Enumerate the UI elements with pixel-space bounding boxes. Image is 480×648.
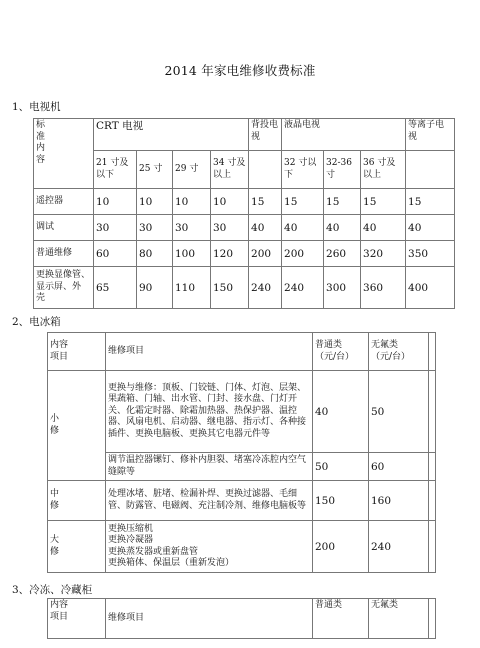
price-cell: 50 [369,371,429,453]
table-row [34,241,455,267]
price-cell: 10 [94,189,137,215]
price-cell: 40 [282,215,324,241]
empty-cell [429,481,436,521]
repair-desc: 更换与维修：顶板、门铰链、门体、灯泡、层架、果蔬箱、门轴、出水管、门封、接水盘、门灯开关、化霜定时器、除霜加热器、热保护器、温控器、风扇电机、启动器、继电器、指示灯、各种接插件、更换电脑板、更换其它电器元件等 [106,371,313,453]
section-heading-freezer: 3、冷冻、冷藏柜 [12,584,93,596]
price-cell: 320 [361,241,406,267]
size-header: 36 寸及 以上 [361,151,406,189]
size-header: 21 寸及 以下 [94,151,137,189]
rear-projection-header: 背投电 视 [249,119,282,151]
fluorine-free-header: 无氟类 （元/台） [369,333,429,371]
size-header: 29 寸 [173,151,211,189]
price-cell: 60 [94,241,137,267]
price-cell: 240 [282,267,324,309]
freezer-price-table [47,598,436,639]
row-label: 更换显像管、 显示屏、外 壳 [34,267,94,309]
empty-cell [406,151,455,189]
tv-price-table [33,118,455,309]
fridge-price-table [47,332,436,573]
price-cell: 10 [173,189,211,215]
price-cell: 80 [137,241,173,267]
size-header: 32 寸以 下 [282,151,324,189]
price-cell: 300 [324,267,361,309]
normal-header: 普通类 [313,599,369,639]
price-cell: 15 [406,189,455,215]
item-header: 维修项目 [106,333,313,371]
section-heading-tv: 1、电视机 [12,101,61,113]
page-title: 2014 年家电维修收费标准 [164,63,316,78]
price-cell: 30 [211,215,249,241]
corner-header: 标 准 内 容 [34,119,94,189]
price-cell: 30 [94,215,137,241]
table-row [48,481,436,521]
repair-desc: 调节温控器镙钉、修补内胆裂、堵塞冷冻腔内空气缝隙等 [106,453,313,481]
normal-header: 普通类 （元/台） [313,333,369,371]
size-header: 32-36 寸 [324,151,361,189]
price-cell: 200 [282,241,324,267]
price-cell: 100 [173,241,211,267]
price-cell: 40 [249,215,282,241]
table-row [34,267,455,309]
price-cell: 200 [313,521,369,573]
price-cell: 150 [313,481,369,521]
table-row [48,521,436,573]
fluorine-free-header: 无氟类 [369,599,429,639]
category-label: 中 修 [48,481,106,521]
price-cell: 30 [137,215,173,241]
lcd-header: 液晶电视 [282,119,406,151]
row-label: 调试 [34,215,94,241]
size-header: 25 寸 [137,151,173,189]
repair-desc: 处理冰堵、脏堵、检漏补焊、更换过滤器、毛细管、防露管、电磁阀、充注制冷剂、维修电脑板等 [106,481,313,521]
empty-cell [429,599,436,639]
content-header: 内容 项目 [48,333,106,371]
price-cell: 40 [361,215,406,241]
price-cell: 260 [324,241,361,267]
price-cell: 160 [369,481,429,521]
price-cell: 200 [249,241,282,267]
price-cell: 60 [369,453,429,481]
price-cell: 10 [211,189,249,215]
price-cell: 40 [406,215,455,241]
table-row [48,453,436,481]
price-cell: 15 [361,189,406,215]
empty-cell [429,453,436,481]
price-cell: 400 [406,267,455,309]
table-row [34,215,455,241]
empty-cell [249,151,282,189]
empty-cell [429,333,436,371]
price-cell: 120 [211,241,249,267]
crt-header: CRT 电视 [94,119,249,151]
price-cell: 240 [369,521,429,573]
price-cell: 50 [313,453,369,481]
price-cell: 150 [211,267,249,309]
empty-cell [429,371,436,453]
price-cell: 30 [173,215,211,241]
size-header: 34 寸及 以上 [211,151,249,189]
price-cell: 10 [137,189,173,215]
price-cell: 110 [173,267,211,309]
price-cell: 90 [137,267,173,309]
empty-cell [429,521,436,573]
price-cell: 40 [313,371,369,453]
price-cell: 65 [94,267,137,309]
table-row [48,371,436,453]
section-heading-fridge: 2、电冰箱 [12,316,61,328]
price-cell: 350 [406,241,455,267]
item-header: 维修项目 [106,599,313,639]
price-cell: 15 [282,189,324,215]
category-label: 大 修 [48,521,106,573]
category-label: 小 修 [48,371,106,481]
price-cell: 15 [249,189,282,215]
price-cell: 40 [324,215,361,241]
plasma-header: 等离子电 视 [406,119,455,151]
price-cell: 240 [249,267,282,309]
table-row [34,189,455,215]
content-header: 内容 项目 [48,599,106,639]
repair-desc: 更换压缩机 更换冷凝器 更换蒸发器或重新盘管 更换箱体、保温层（重新发泡） [106,521,313,573]
price-cell: 15 [324,189,361,215]
row-label: 遥控器 [34,189,94,215]
row-label: 普通维修 [34,241,94,267]
price-cell: 360 [361,267,406,309]
